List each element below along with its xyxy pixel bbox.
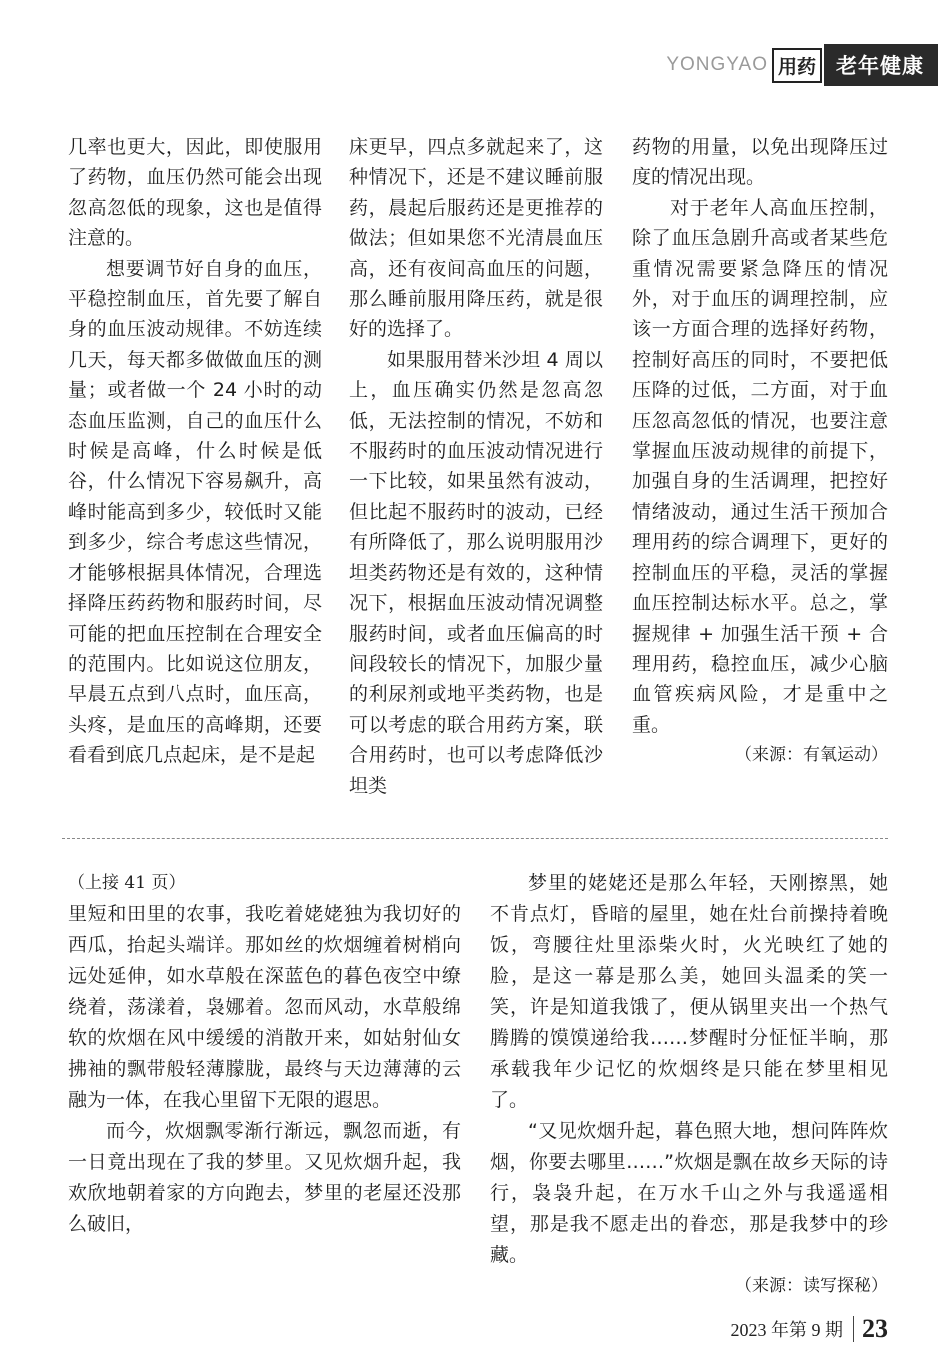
paragraph: 里短和田里的农事，我吃着姥姥独为我切好的西瓜，抬起头端详。那如丝的炊烟缠着树梢向远处延伸，如水草般在深蓝色的暮色夜空中缭绕着，荡漾着，袅娜着。忽而风动，水草般绵软的炊烟在风中缓缓的消散开来，如姑射仙女拂袖的飘带般轻薄朦胧，最终与天边薄薄的云融为一体，在我心里留下无限的遐思。 <box>68 903 461 1111</box>
paragraph: 药物的用量，以免出现降压过度的情况出现。 <box>632 136 888 189</box>
page-header <box>666 44 938 86</box>
page-footer <box>731 1314 889 1344</box>
paragraph: 而今，炊烟飘零渐行渐远，飘忽而逝，有一日竟出现在了我的梦里。又见炊烟升起，我欢欣地朝着家的方向跑去，梦里的老屋还没那么破旧， <box>68 1120 461 1235</box>
paragraph: 如果服用替米沙坦 4 周以上，血压确实仍然是忽高忽低，无法控制的情况，不妨和不服药时的血压波动情况进行一下比较，如果虽然有波动，但比起不服药时的波动，已经有所降低了，那么说明服用沙坦类药物还是有效的，这种情况下，根据血压波动情况调整服药时间，或者血压偏高的时间段较长的情况下，加服少量的利尿剂或地平类药物，也是可以考虑的联合用药方案，联合用药时，也可以考虑降低沙坦类 <box>349 348 603 797</box>
page-number: 23 <box>862 1314 888 1343</box>
paragraph: “又见炊烟升起，暮色照大地，想问阵阵炊烟，你要去哪里……”炊烟是飘在故乡天际的诗行，袅袅升起，在万水千山之外与我遥遥相望，那是我不愿走出的眷恋，那是我梦中的珍藏。 <box>490 1120 888 1266</box>
paragraph: 床更早，四点多就起来了，这种情况下，还是不建议睡前服药，晨起后服药还是更推荐的做法；但如果您不光清晨血压高，还有夜间高血压的问题，那么睡前服用降压药，就是很好的选择了。 <box>349 136 603 341</box>
article2-right-column <box>490 868 888 1302</box>
article2-left-column <box>68 868 461 1240</box>
footer-divider <box>853 1316 854 1342</box>
section-title: 老年健康 <box>824 44 938 86</box>
paragraph: 梦里的姥姥还是那么年轻，天刚擦黑，她不肯点灯，昏暗的屋里，她在灶台前操持着晚饭，弯腰往灶里添柴火时，火光映红了她的脸，是这一幕是那么美，她回头温柔的笑一笑，许是知道我饿了，便从锅里夹出一个热气腾腾的馍馍递给我……梦醒时分怔怔半晌，那承载我年少记忆的炊烟终是只能在梦里相见了。 <box>490 872 888 1111</box>
section-divider <box>62 838 888 839</box>
paragraph: 对于老年人高血压控制，除了血压急剧升高或者某些危重情况需要紧急降压的情况外，对于血压的调理控制，应该一方面合理的选择好药物，控制好高压的同时，不要把低压降的过低，二方面，对于血压忽高忽低的情况，也要注意掌握血压波动规律的前提下，加强自身的生活调理，把控好情绪波动，通过生活干预加合理用药的综合调理下，更好的控制血压的平稳，灵活的掌握血压控制达标水平。总之，掌握规律 + 加强生活干预 + 合理用药，稳控血压，减少心脑血管疾病风险，才是重中之重。 <box>632 196 888 736</box>
article1-column-2 <box>349 132 603 801</box>
continued-from-note: （上接 41 页） <box>68 873 186 893</box>
paragraph: 几率也更大，因此，即使服用了药物，血压仍然可能会出现忽高忽低的现象，这也是值得注意的。 <box>68 136 322 250</box>
article2-source: （来源：读写探秘） <box>735 1276 888 1296</box>
paragraph: 想要调节好自身的血压，平稳控制血压，首先要了解自身的血压波动规律。不妨连续几天，每天都多做做血压的测量；或者做一个 24 小时的动态血压监测，自己的血压什么时候是高峰，什么时候是低谷，什么情况下容易飙升，高峰时能高到多少，较低时又能到多少，综合考虑这些情况，才能够根据具体情况，合理选择降压药药物和服药时间，尽可能的把血压控制在合理安全的范围内。比如说这位朋友，早晨五点到八点时，血压高，头疼，是血压的高峰期，还要看看到底几点起床，是不是起 <box>68 257 322 767</box>
issue-label: 2023 年第 9 期 <box>730 1320 843 1340</box>
column-pinyin: YONGYAO <box>666 54 768 75</box>
article1-column-3 <box>632 132 888 771</box>
column-category: 用药 <box>772 48 822 83</box>
article1-column-1 <box>68 132 322 771</box>
article1-source: （来源：有氧运动） <box>735 745 888 766</box>
